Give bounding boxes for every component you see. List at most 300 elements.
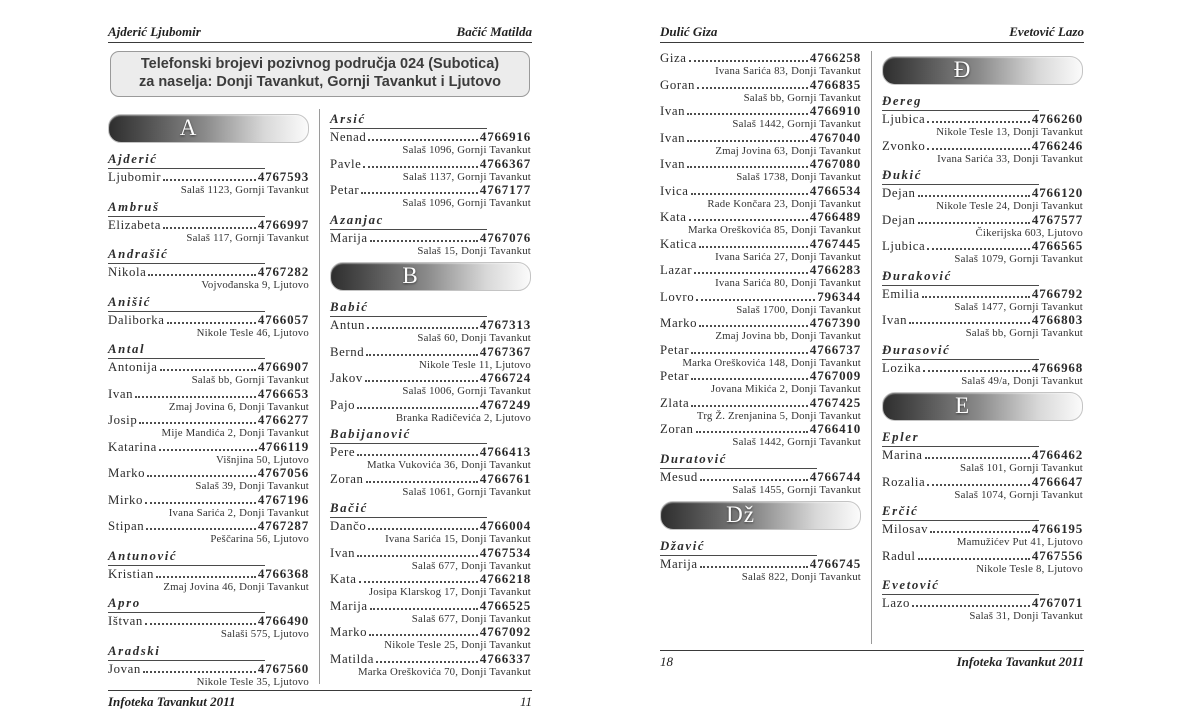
entry-first-name: Nenad	[330, 130, 367, 144]
entry-address: Salaš 1700, Donji Tavankut	[736, 303, 861, 316]
entry-address: Čikerijska 603, Ljutovo	[975, 226, 1083, 239]
entry-first-name: Kata	[330, 572, 357, 586]
entry-address: Salaš 117, Gornji Tavankut	[186, 231, 309, 244]
entry-first-name: Radul	[882, 548, 916, 563]
entry-first-name: Katica	[660, 236, 697, 251]
column-divider	[319, 109, 320, 684]
family-surname	[882, 575, 1083, 595]
directory-entry	[882, 313, 1083, 340]
entry-address: Peščarina 56, Ljutovo	[210, 533, 309, 545]
dot-leader	[370, 240, 478, 242]
running-head-left: Dulić Giza	[660, 24, 718, 39]
entry-first-name: Ivan	[660, 104, 686, 118]
entry-first-name: Matilda	[330, 651, 375, 666]
entry-line	[660, 157, 861, 171]
entry-phone-number: 4766120	[1031, 185, 1083, 200]
dot-leader	[927, 148, 1029, 150]
dot-leader	[927, 121, 1030, 123]
entry-phone-number: 4767534	[479, 544, 531, 560]
directory-entry	[330, 318, 531, 345]
directory-entry	[108, 387, 309, 414]
family-surname-text: Arsić	[330, 112, 487, 129]
entry-phone-number: 4766119	[258, 438, 309, 454]
entry-phone-number: 4767177	[479, 182, 531, 197]
directory-entry	[660, 422, 861, 449]
column-divider	[871, 51, 872, 644]
entry-address: Marka Oreškovića 148, Donji Tavankut	[682, 356, 861, 369]
dot-leader	[687, 113, 808, 115]
family-surname	[108, 149, 309, 169]
page-number: 18	[660, 654, 673, 669]
entry-address: Salaš 822, Donji Tavankut	[741, 571, 861, 583]
entry-address: Ivana Sarića 80, Donji Tavankut	[715, 277, 861, 289]
family-surname-text: Anišić	[108, 295, 265, 312]
entry-phone-number: 4766803	[1031, 312, 1083, 327]
entry-first-name: Petar	[660, 342, 690, 357]
entry-address: Salaš 677, Donji Tavankut	[411, 612, 531, 625]
entry-line	[660, 184, 861, 198]
entry-first-name: Ivan	[108, 386, 134, 401]
page-footer	[660, 650, 1084, 670]
dot-leader	[370, 608, 478, 610]
entry-address: Nikole Tesle 24, Donji Tavankut	[936, 200, 1083, 212]
entry-line	[882, 361, 1083, 375]
entry-address: Salaš 1096, Gornji Tavankut	[402, 144, 531, 156]
family-surname	[108, 546, 309, 566]
dot-leader	[145, 623, 256, 625]
dot-leader	[159, 449, 257, 451]
dot-leader	[357, 454, 478, 456]
entry-line	[330, 472, 531, 486]
entry-phone-number: 4766258	[809, 50, 861, 65]
family-surname-text: Đuraković	[882, 269, 1039, 286]
entry-phone-number: 4767080	[809, 156, 861, 171]
family-surname	[108, 593, 309, 613]
directory-entry	[330, 130, 531, 157]
family-surname	[330, 297, 531, 317]
family-surname-text: Džavić	[660, 539, 817, 556]
entry-line	[330, 652, 531, 666]
family-surname	[660, 449, 861, 469]
directory-entry	[108, 466, 309, 493]
family-surname-text: Ajderić	[108, 152, 265, 169]
dot-leader	[156, 576, 256, 578]
entry-phone-number: 4766910	[809, 103, 861, 118]
entry-line	[108, 265, 309, 279]
section-letter: A	[179, 114, 198, 140]
entry-line	[108, 493, 309, 507]
directory-entry	[660, 210, 861, 237]
family-surname	[108, 197, 309, 217]
dot-leader	[143, 671, 256, 673]
family-surname	[660, 536, 861, 556]
entry-first-name: Mirko	[108, 492, 143, 507]
family-surname	[882, 501, 1083, 521]
family-surname	[108, 339, 309, 359]
directory-entry	[330, 445, 531, 472]
dot-leader	[925, 457, 1030, 459]
directory-entry	[882, 139, 1083, 166]
entry-address: Salaš 1096, Gornji Tavankut	[402, 197, 531, 209]
family-surname	[108, 244, 309, 264]
entry-line	[330, 318, 531, 332]
entry-first-name: Elizabeta	[108, 217, 162, 232]
entry-line	[882, 139, 1083, 153]
entry-phone-number: 4766745	[809, 556, 861, 571]
entry-phone-number: 4766410	[809, 421, 861, 436]
entry-phone-number: 4767445	[809, 235, 861, 251]
entry-first-name: Pavle	[330, 156, 362, 171]
entry-address: Matka Vukovića 36, Donji Tavankut	[366, 459, 531, 471]
entry-first-name: Dejan	[882, 212, 916, 227]
column-2	[330, 109, 531, 688]
family-surname-text: Bačić	[330, 501, 487, 518]
entry-line	[660, 104, 861, 118]
entry-line	[882, 112, 1083, 126]
entry-first-name: Daliborka	[108, 312, 165, 327]
directory-entry	[330, 652, 531, 679]
entry-address: Nikole Tesle 8, Ljutovo	[976, 562, 1083, 575]
entry-phone-number: 4767556	[1031, 547, 1083, 563]
entry-first-name: Marko	[660, 316, 698, 330]
dot-leader	[148, 274, 255, 276]
family-surname-text: Babijanović	[330, 427, 487, 444]
entry-phone-number: 4767040	[809, 129, 861, 145]
entry-line	[660, 78, 861, 92]
entry-phone-number: 4766004	[479, 518, 531, 533]
entry-line	[882, 239, 1083, 253]
family-surname-text: Erčić	[882, 504, 1039, 521]
entry-address: Salaš 1477, Gornji Tavankut	[954, 300, 1083, 313]
directory-entry	[660, 369, 861, 396]
entry-first-name: Mesud	[660, 469, 698, 484]
entry-first-name: Bernd	[330, 344, 365, 359]
entry-phone-number: 4766260	[1031, 111, 1083, 126]
directory-entry	[108, 662, 309, 689]
dot-leader	[365, 380, 478, 382]
entry-line	[660, 396, 861, 410]
directory-entry	[108, 413, 309, 440]
entry-address: Salaš 31, Donji Tavankut	[969, 610, 1083, 622]
page-footer	[108, 690, 532, 710]
entry-first-name: Zoran	[330, 471, 364, 486]
section-letter-bar	[660, 501, 861, 530]
dot-leader	[691, 405, 808, 407]
entry-address: Zmaj Jovina bb, Donji Tavankut	[715, 330, 861, 342]
directory-entry	[330, 625, 531, 652]
family-surname-text: Ambruš	[108, 200, 265, 217]
running-head	[660, 24, 1084, 43]
dot-leader	[691, 193, 808, 195]
entry-first-name: Stipan	[108, 519, 145, 533]
dot-leader	[691, 352, 808, 354]
entry-address: Salaš bb, Gornji Tavankut	[191, 374, 309, 386]
entry-phone-number: 4766647	[1031, 473, 1083, 489]
family-surname-text: Andrašić	[108, 247, 265, 264]
entry-first-name: Jovan	[108, 661, 141, 676]
entry-line	[660, 237, 861, 251]
directory-entry	[660, 104, 861, 131]
family-surname	[882, 340, 1083, 360]
dot-leader	[694, 272, 808, 274]
directory-entry	[330, 599, 531, 626]
entry-address: Salaš 1079, Gornji Tavankut	[954, 253, 1083, 265]
dot-leader	[700, 566, 808, 568]
entry-phone-number: 4766907	[257, 359, 309, 374]
entry-phone-number: 4767092	[479, 624, 531, 639]
entry-phone-number: 4766367	[479, 155, 531, 171]
family-surname-text: Babić	[330, 300, 487, 317]
entry-phone-number: 4767056	[257, 465, 309, 480]
entry-first-name: Zoran	[660, 422, 694, 436]
dot-leader	[689, 219, 808, 221]
dot-leader	[689, 60, 808, 62]
entry-line	[882, 549, 1083, 563]
entry-first-name: Jakov	[330, 371, 363, 385]
entry-phone-number: 4767593	[257, 169, 309, 184]
entry-line	[882, 448, 1083, 462]
entry-address: Branka Radičevića 2, Ljutovo	[395, 411, 531, 424]
running-head-right: Bačić Matilda	[456, 24, 532, 39]
entry-line	[108, 413, 309, 427]
entry-phone-number: 4766565	[1031, 238, 1083, 253]
entry-address: Vojvođanska 9, Ljutovo	[201, 279, 309, 291]
entry-phone-number: 4766283	[809, 262, 861, 277]
dot-leader	[357, 555, 478, 557]
family-surname	[108, 292, 309, 312]
family-surname	[108, 641, 309, 661]
directory-entry	[660, 237, 861, 264]
entry-first-name: Antonija	[108, 360, 158, 374]
directory-entry	[660, 263, 861, 290]
directory-entry	[108, 360, 309, 387]
directory-entry	[660, 51, 861, 78]
directory-entry	[660, 131, 861, 158]
column-3	[660, 51, 861, 648]
family-surname-text: Antal	[108, 342, 265, 359]
page-number: 11	[519, 694, 532, 709]
entry-phone-number: 4766724	[479, 370, 531, 385]
dot-leader	[699, 246, 808, 248]
entry-phone-number: 4767313	[479, 317, 531, 332]
entry-address: Salaš 60, Donji Tavankut	[417, 332, 531, 344]
directory-entry	[660, 396, 861, 423]
entry-line	[108, 170, 309, 184]
entry-first-name: Lovro	[660, 289, 695, 304]
entry-address: Salaš 1442, Gornji Tavankut	[732, 118, 861, 130]
entry-phone-number: 4767009	[809, 368, 861, 383]
right-page	[660, 24, 1084, 670]
entry-address: Nikole Tesle 25, Donji Tavankut	[384, 639, 531, 651]
title-box	[110, 51, 530, 97]
entry-line	[882, 475, 1083, 489]
entry-first-name: Ivan	[882, 313, 908, 327]
entry-address: Marka Oreškovića 70, Donji Tavankut	[357, 665, 531, 678]
directory-entry	[108, 567, 309, 594]
entry-address: Josipa Klarskog 17, Donji Tavankut	[368, 586, 531, 598]
directory-entry	[660, 184, 861, 211]
entry-line	[660, 343, 861, 357]
dot-leader	[687, 140, 808, 142]
entry-first-name: Marija	[330, 230, 368, 245]
entry-phone-number: 4767287	[257, 518, 309, 533]
directory-entry	[108, 440, 309, 467]
dot-leader	[912, 605, 1030, 607]
entry-line	[882, 596, 1083, 610]
entry-line	[882, 313, 1083, 327]
entry-line	[330, 157, 531, 171]
entry-phone-number: 4766744	[809, 468, 861, 484]
column-4	[882, 51, 1083, 648]
entry-address: Salaš 15, Donji Tavankut	[417, 244, 531, 257]
directory-entry	[330, 183, 531, 210]
entry-address: Zmaj Jovina 46, Donji Tavankut	[163, 580, 309, 593]
footer-brand: Infoteka Tavankut 2011	[956, 654, 1084, 669]
dot-leader	[368, 139, 477, 141]
entry-first-name: Milosav	[882, 522, 929, 536]
dot-leader	[687, 166, 808, 168]
family-surname-text: Đereg	[882, 94, 1039, 111]
dot-leader	[909, 322, 1030, 324]
entry-line	[660, 51, 861, 65]
directory-entry	[660, 78, 861, 105]
entry-address: Nikole Tesle 35, Ljutovo	[196, 675, 309, 688]
entry-first-name: Kristian	[108, 566, 155, 581]
entry-line	[330, 231, 531, 245]
dot-leader	[376, 661, 478, 663]
family-surname-text: Azanjac	[330, 213, 487, 230]
entry-address: Ivana Sarića 2, Donji Tavankut	[168, 506, 309, 519]
title-line-1: Telefonski brojevi pozivnog područja 024 (Subotica)	[140, 56, 500, 72]
entry-first-name: Giza	[660, 51, 687, 65]
entry-line	[660, 557, 861, 571]
dot-leader	[163, 227, 256, 229]
entry-address: Mamužićev Put 41, Ljutovo	[956, 536, 1083, 548]
entry-phone-number: 4766368	[257, 565, 309, 581]
entry-address: Salaš 1061, Gornji Tavankut	[402, 485, 531, 498]
entry-first-name: Pere	[330, 445, 356, 459]
dot-leader	[700, 479, 808, 481]
entry-first-name: Ivan	[660, 157, 686, 171]
running-head	[108, 24, 532, 43]
entry-first-name: Marija	[330, 598, 368, 613]
family-surname	[330, 498, 531, 518]
entry-first-name: Nikola	[108, 265, 147, 279]
directory-entry	[108, 493, 309, 520]
columns-area	[108, 109, 532, 688]
entry-first-name: Goran	[660, 77, 695, 92]
entry-address: Ivana Sarića 33, Donji Tavankut	[937, 152, 1083, 165]
entry-line	[330, 371, 531, 385]
entry-address: Salaš 1074, Gornji Tavankut	[954, 488, 1083, 501]
entry-first-name: Emilia	[882, 286, 920, 301]
directory-entry	[660, 470, 861, 497]
entry-first-name: Katarina	[108, 439, 157, 454]
running-head-left: Ajderić Ljubomir	[108, 24, 201, 39]
entry-phone-number: 4766534	[809, 182, 861, 198]
directory-entry	[660, 557, 861, 584]
entry-first-name: Rozalia	[882, 474, 926, 489]
entry-phone-number: 4766277	[257, 412, 309, 427]
dot-leader	[368, 528, 477, 530]
entry-line	[882, 287, 1083, 301]
dot-leader	[918, 222, 1030, 224]
directory-entry	[108, 519, 309, 546]
dot-leader	[357, 407, 478, 409]
dot-leader	[922, 296, 1030, 298]
directory-entry	[882, 522, 1083, 549]
entry-address: Salaš bb, Gornji Tavankut	[965, 327, 1083, 339]
entry-phone-number: 4767425	[809, 394, 861, 410]
entry-line	[330, 625, 531, 639]
directory-entry	[330, 572, 531, 599]
entry-address: Salaš 677, Donji Tavankut	[411, 559, 531, 572]
directory-entry	[660, 316, 861, 343]
entry-phone-number: 4767249	[479, 396, 531, 412]
directory-entry	[330, 157, 531, 184]
entry-first-name: Ivan	[660, 130, 686, 145]
entry-address: Ivana Sarića 27, Donji Tavankut	[715, 250, 861, 263]
columns-area	[660, 51, 1084, 648]
entry-first-name: Ivan	[330, 545, 356, 560]
entry-first-name: Ivica	[660, 183, 689, 198]
entry-line	[108, 567, 309, 581]
entry-first-name: Marko	[108, 466, 146, 480]
dot-leader	[167, 322, 256, 324]
section-letter-bar	[108, 114, 309, 143]
entry-first-name: Zlata	[660, 395, 690, 410]
dot-leader	[930, 531, 1030, 533]
directory-entry	[330, 231, 531, 258]
section-letter: E	[955, 392, 971, 418]
directory-entry	[882, 112, 1083, 139]
directory-entry	[882, 596, 1083, 623]
entry-line	[330, 398, 531, 412]
dot-leader	[363, 166, 477, 168]
entry-first-name: Ištvan	[108, 614, 143, 628]
family-surname	[330, 210, 531, 230]
family-surname	[882, 427, 1083, 447]
entry-line	[108, 662, 309, 676]
entry-phone-number: 4766835	[809, 76, 861, 92]
entry-first-name: Lazo	[882, 596, 910, 610]
entry-address: Rade Končara 23, Donji Tavankut	[707, 197, 861, 210]
family-surname-text: Aradski	[108, 644, 265, 661]
entry-address: Višnjina 50, Ljutovo	[215, 453, 309, 466]
entry-phone-number: 4767282	[257, 264, 309, 279]
entry-first-name: Pajo	[330, 397, 356, 412]
entry-line	[882, 522, 1083, 536]
entry-address: Jovana Mikića 2, Donji Tavankut	[710, 383, 861, 395]
dot-leader	[366, 354, 478, 356]
family-surname	[882, 91, 1083, 111]
dot-leader	[918, 195, 1030, 197]
entry-line	[108, 360, 309, 374]
entry-line	[330, 519, 531, 533]
entry-address: Salaš bb, Gornji Tavankut	[743, 91, 861, 104]
column-1	[108, 109, 309, 688]
entry-phone-number: 4766761	[479, 470, 531, 486]
entry-line	[660, 422, 861, 436]
entry-phone-number: 4767560	[257, 660, 309, 676]
family-surname-text: Evetović	[882, 578, 1039, 595]
left-page	[108, 24, 532, 709]
entry-phone-number: 796344	[817, 288, 861, 304]
dot-leader	[147, 475, 256, 477]
directory-entry	[330, 345, 531, 372]
dot-leader	[145, 502, 256, 504]
entry-line	[330, 183, 531, 197]
